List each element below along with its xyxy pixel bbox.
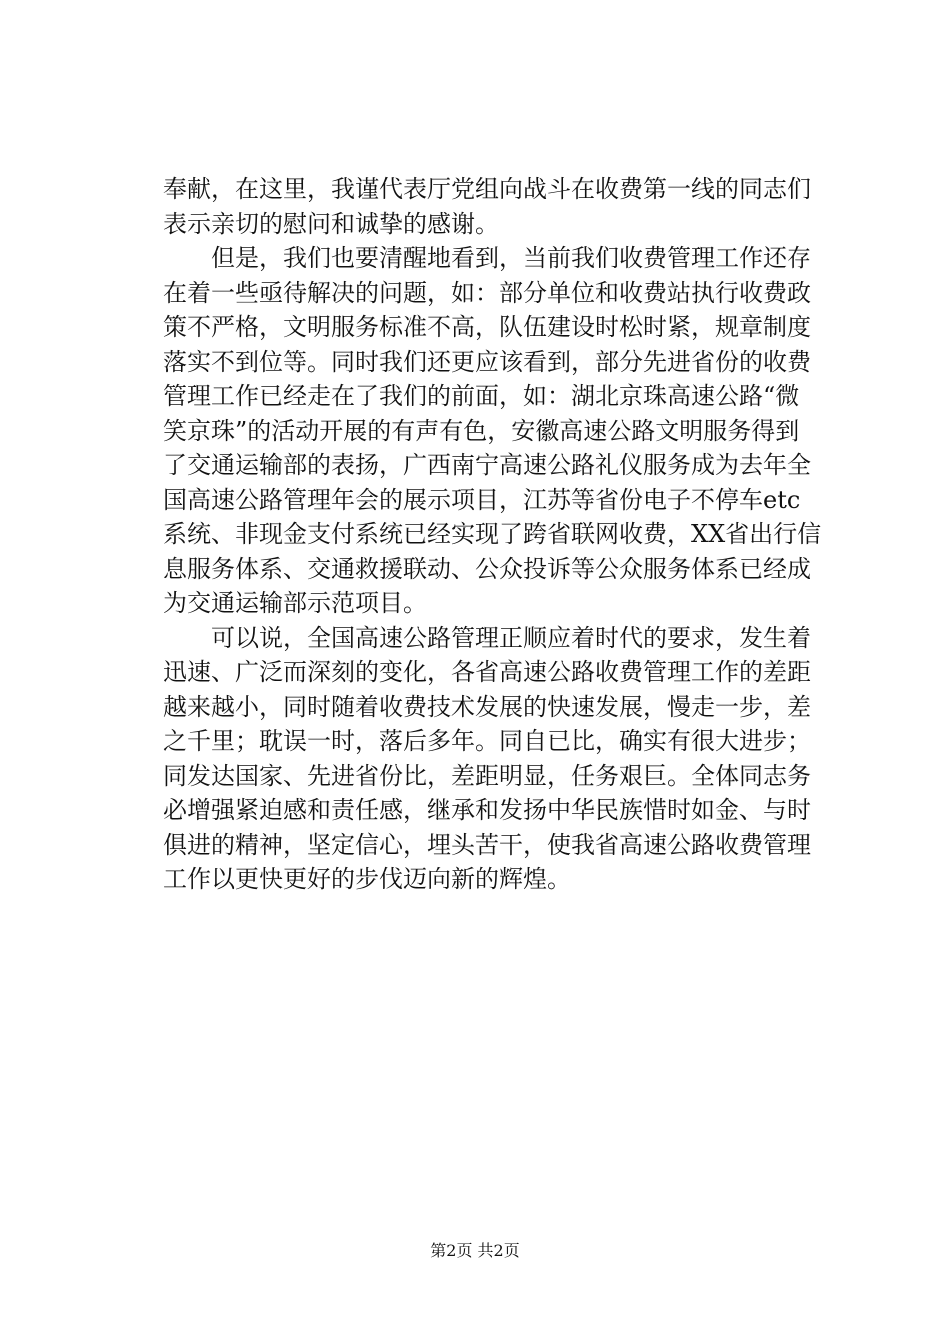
text-line: 落实不到位等。同时我们还更应该看到，部分先进省份的收费 [163,347,811,376]
page-indicator: 第2页 共2页 [430,1241,520,1260]
text-line: 但是，我们也要清醒地看到，当前我们收费管理工作还存 [163,244,811,272]
text-line: 可以说，全国高速公路管理正顺应着时代的要求，发生着 [163,623,811,652]
paragraph-3 [163,621,811,897]
text-line: 息服务体系、交通救援联动、公众投诉等公众服务体系已经成 [163,554,811,583]
text-line: 策不严格，文明服务标准不高，队伍建设时松时紧，规章制度 [163,313,811,341]
text-line: 之千里；耽误一时，落后多年。同自已比，确实有很大进步； [163,727,811,755]
text-line: 迅速、广泛而深刻的变化，各省高速公路收费管理工作的差距 [163,658,811,686]
text-line: 为交通运输部示范项目。 [163,589,427,617]
text-line: 越来越小，同时随着收费技术发展的快速发展，慢走一步，差 [163,692,811,721]
document-body [163,172,822,897]
text-line: 在着一些亟待解决的问题，如：部分单位和收费站执行收费政 [163,278,811,307]
text-line: 表示亲切的慰问和诚挚的感谢。 [163,209,499,238]
page-footer [0,1240,950,1262]
text-line: 管理工作已经走在了我们的前面，如：湖北京珠高速公路“微 [163,382,800,410]
text-line: 同发达国家、先进省份比，差距明显，任务艰巨。全体同志务 [163,761,811,790]
paragraph-1 [163,172,811,241]
text-line: 笑京珠”的活动开展的有声有色，安徽高速公路文明服务得到 [163,416,800,445]
text-line: 国高速公路管理年会的展示项目，江苏等省份电子不停车etc [163,485,801,514]
text-line: 了交通运输部的表扬，广西南宁高速公路礼仪服务成为去年全 [163,451,811,479]
text-line: 工作以更快更好的步伐迈向新的辉煌。 [163,865,571,893]
text-line: 俱进的精神，坚定信心，埋头苦干，使我省高速公路收费管理 [163,830,811,859]
text-line: 奉献，在这里，我谨代表厅党组向战斗在收费第一线的同志们 [163,175,811,203]
text-line: 必增强紧迫感和责任感，继承和发扬中华民族惜时如金、与时 [163,796,811,824]
text-line: 系统、非现金支付系统已经实现了跨省联网收费，XX省出行信 [163,520,822,548]
paragraph-2 [163,241,822,621]
